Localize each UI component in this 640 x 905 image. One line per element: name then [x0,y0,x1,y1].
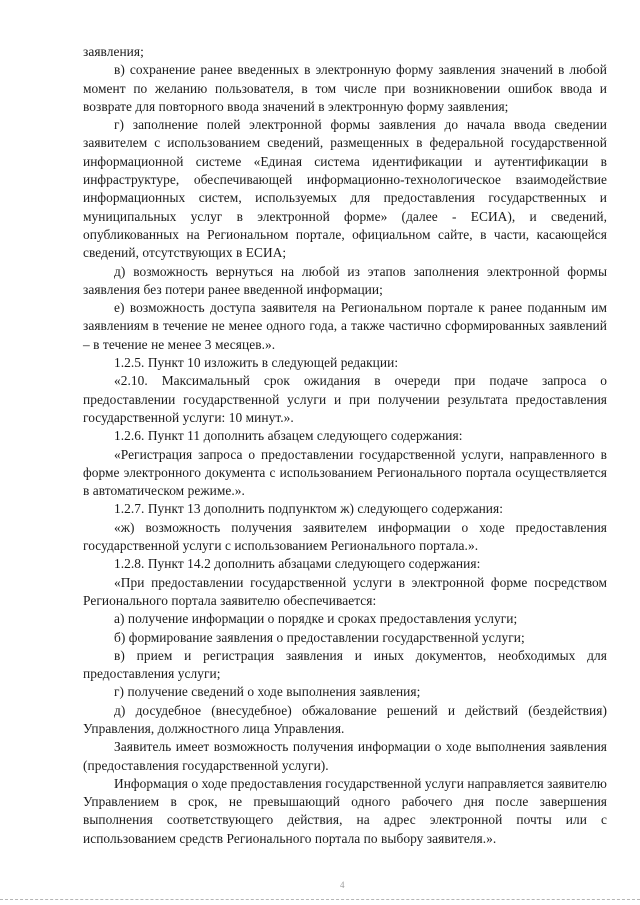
paragraph: в) прием и регистрация заявления и иных документов, необходимых для предоставления услуги; [83,647,607,682]
paragraph: «2.10. Максимальный срок ожидания в очереди при подаче запроса о предоставлении государственной услуги и при получении результата предоставления государственной услуги: 10 минут.». [83,373,607,425]
paragraph: 1.2.6. Пункт 11 дополнить абзацем следующего содержания: [114,428,463,444]
paragraph: б) формирование заявления о предоставлении государственной услуги; [114,629,525,645]
paragraph: 1.2.8. Пункт 14.2 дополнить абзацами следующего содержания: [114,556,481,572]
paragraph: «Регистрация запроса о предоставлении государственной услуги, направленного в форме электронного документа с использованием Регионального портала осуществляется в автоматическом режиме.». [83,446,607,499]
paragraph: Заявитель имеет возможность получения информации о ходе выполнения заявления (предоставления государственной услуги). [83,739,607,773]
paragraph: заявления; [83,44,144,59]
paragraph: д) досудебное (внесудебное) обжалование решений и действий (бездействия) Управления, должностного лица Управления. [83,702,607,736]
paragraph: г) получение сведений о ходе выполнения заявления; [114,684,421,700]
page-bottom-rule [0,899,640,900]
paragraph: «При предоставлении государственной услуги в электронной форме посредством Регионального портала заявителю обеспечивается: [83,574,607,608]
paragraph: а) получение информации о порядке и сроках предоставления услуги; [114,611,518,627]
document-body [83,43,607,848]
paragraph: г) заполнение полей электронной формы заявления до начала ввода сведении заявителем с использованием сведений, размещенных в федеральной государственной информационной системе «Единая система идентификации и аутентификации в инфраструктуре, обеспечивающей информационно-технологическое взаимодействие информационных систем, используемых для предоставления государственных и муниципальных услуг в электронной форме» (далее - ЕСИА), и сведений, опубликованных на Региональном портале, официальном сайте, в части, касающейся сведений, отсутствующих в ЕСИА; [83,117,607,261]
paragraph: 1.2.5. Пункт 10 изложить в следующей редакции: [114,355,399,371]
paragraph: Информация о ходе предоставления государственной услуги направляется заявителю Управлением в срок, не превышающий одного рабочего дня после завершения выполнения соответствующего действия, на адрес электронной почты или с использованием средств Регионального портала по выбору заявителя.». [83,775,607,846]
paragraph: «ж) возможность получения заявителем информации о ходе предоставления государственной услуги с использованием Регионального портала.». [83,519,607,554]
page-number: 4 [340,880,345,890]
paragraph: д) возможность вернуться на любой из этапов заполнения электронной формы заявления без потери ранее введенной информации; [83,263,607,297]
paragraph: е) возможность доступа заявителя на Региональном портале к ранее поданным им заявлениям в течение не менее одного года, а также частично сформированных заявлений – в течение не менее 3 месяцев.». [83,300,607,352]
paragraph: 1.2.7. Пункт 13 дополнить подпунктом ж) следующего содержания: [114,501,504,517]
paragraph: в) сохранение ранее введенных в электронную форму заявления значений в любой момент по желанию пользователя, в том числе при возникновении ошибок ввода и возврате для повторного ввода значений в электронную форму заявления; [83,62,607,114]
